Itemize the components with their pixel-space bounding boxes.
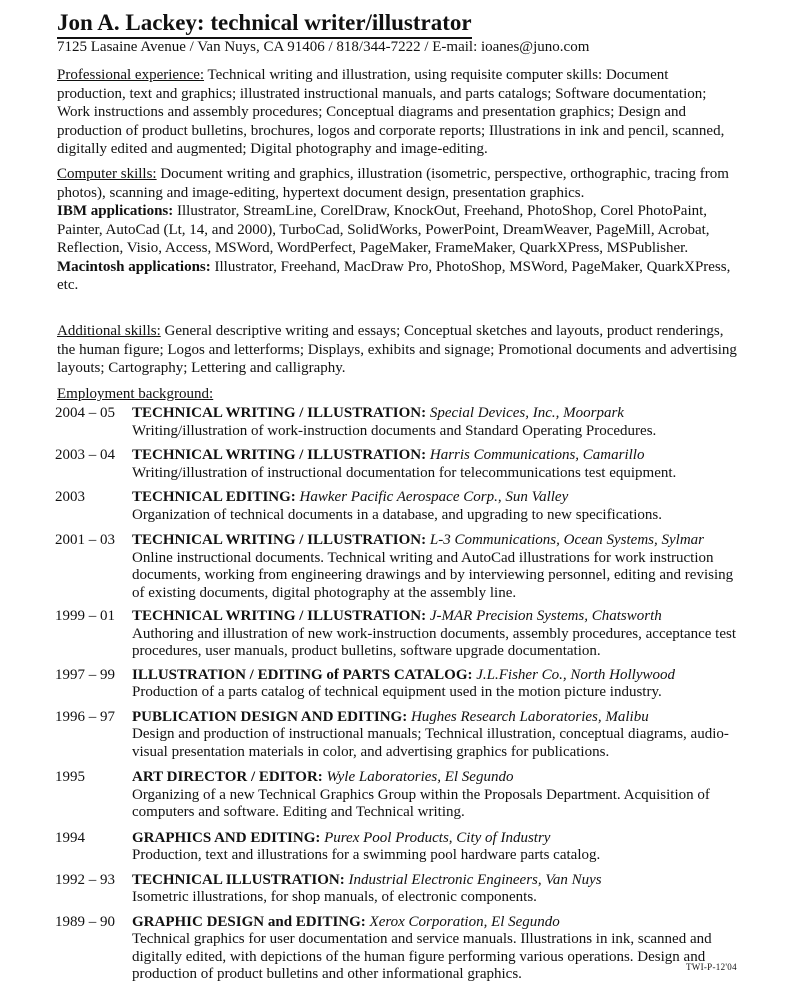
job-years: 2003 – 04 — [55, 447, 115, 463]
professional-heading: Professional experience: — [57, 67, 205, 83]
job-company: Hughes Research Laboratories, Malibu — [407, 708, 649, 725]
professional-section — [57, 66, 739, 159]
ibm-applications — [57, 202, 739, 258]
job-entry — [55, 769, 745, 822]
job-company: Hawker Pacific Aerospace Corp., Sun Valley — [295, 489, 569, 505]
additional-section — [57, 322, 739, 378]
job-years: 1997 – 99 — [55, 666, 115, 683]
job-description: Production of a parts catalog of technical equipment used in the motion picture industry. — [132, 684, 662, 700]
ibm-text: Illustrator, StreamLine, CorelDraw, KnockOut, Freehand, PhotoShop, Corel PhotoPaint, Painter, AutoCad (Lt, 14, and 2000), TurboCad, SolidWorks, PowerPoint, DreamWeaver, PageMill, Acrobat, Reflection, Visio, Access, MSWord, WordPerfect, PageMaker, FrameMaker, QuarkXPress, MSPublisher. — [57, 203, 710, 256]
job-title: TECHNICAL EDITING: — [132, 489, 296, 505]
job-company: Purex Pool Products, City of Industry — [320, 829, 551, 846]
job-description: Online instructional documents. Technical writing and AutoCad illustrations for work instruction documents, working from engineering drawings and by interviewing personnel, editing and revising of existing documents, digital photography at the assembly line. — [132, 549, 734, 601]
job-title: ILLUSTRATION / EDITING of PARTS CATALOG: — [132, 666, 473, 683]
job-entry — [55, 405, 745, 441]
job-years: 1996 – 97 — [55, 708, 115, 725]
computer-text: Document writing and graphics, illustration (isometric, perspective, orthographic, tracing from photos), scanning and image-editing, hypertext document design, presentation graphics. — [57, 166, 729, 201]
job-description: Production, text and illustrations for a swimming pool hardware parts catalog. — [132, 847, 601, 863]
job-company: Wyle Laboratories, El Segundo — [322, 769, 514, 785]
job-description: Technical graphics for user documentation and service manuals. Illustrations in ink, scanned and digitally edited, with depictions of the human figure performing various operations. Design and production of product bulletins and other informational graphics. — [132, 931, 712, 982]
job-description: Authoring and illustration of new work-instruction documents, assembly procedures, acceptance test procedures, user manuals, product bulletins, software upgrade documentation. — [132, 625, 736, 659]
ibm-label: IBM applications: — [57, 203, 174, 219]
employment-list — [55, 405, 745, 984]
additional-text: General descriptive writing and essays; Conceptual sketches and layouts, product renderings, the human figure; Logos and letterforms; Displays, exhibits and signage; Promotional documents and advertising layouts; Cartography; Lettering and calligraphy. — [57, 323, 737, 376]
job-title: PUBLICATION DESIGN AND EDITING: — [132, 708, 408, 725]
job-company: L-3 Communications, Ocean Systems, Sylmar — [426, 532, 704, 548]
job-entry — [55, 709, 745, 762]
professional-text: Technical writing and illustration, using requisite computer skills: Document production, text and graphics; illustrated instructional manuals, and parts catalogs; Software documentation; Work instructions and assembly procedures; Conceptual diagrams and presentation graphics; Design and production of product bulletins, brochures, logos and corporate reports; Illustrations in ink and pencil, scanned, digitally edited and augmented; Digital photography and image-editing. — [57, 67, 725, 157]
job-description: Organization of technical documents in a database, and upgrading to new specifications. — [132, 506, 662, 523]
mac-text: Illustrator, Freehand, MacDraw Pro, PhotoShop, MSWord, PageMaker, QuarkXPress, etc. — [57, 258, 731, 293]
job-company: J-MAR Precision Systems, Chatsworth — [426, 608, 662, 624]
job-title: TECHNICAL WRITING / ILLUSTRATION: — [132, 447, 427, 463]
name-title: Jon A. Lackey: technical writer/illustrator — [57, 10, 472, 39]
job-entry — [55, 447, 745, 483]
job-company: J.L.Fisher Co., North Hollywood — [472, 666, 676, 683]
job-entry — [55, 608, 745, 661]
job-entry — [55, 830, 745, 866]
job-company: Xerox Corporation, El Segundo — [365, 913, 560, 930]
document-code: TWI-P-12'04 — [686, 962, 737, 972]
job-years: 1999 – 01 — [55, 608, 115, 624]
computer-section — [57, 165, 739, 295]
job-description: Writing/illustration of instructional documentation for telecommunications test equipment. — [132, 464, 677, 481]
job-years: 2004 – 05 — [55, 405, 115, 421]
job-years: 2001 – 03 — [55, 532, 115, 548]
job-title: ART DIRECTOR / EDITOR: — [132, 769, 323, 785]
mac-applications — [57, 258, 739, 295]
job-description: Organizing of a new Technical Graphics Group within the Proposals Department. Acquisition of computers and software. Editing and Technical writing. — [132, 786, 710, 820]
job-description: Isometric illustrations, for shop manuals, of electronic components. — [132, 889, 537, 905]
job-description: Writing/illustration of work-instruction documents and Standard Operating Procedures. — [132, 422, 657, 439]
job-title: TECHNICAL WRITING / ILLUSTRATION: — [132, 532, 427, 548]
job-entry — [55, 667, 745, 703]
job-company: Industrial Electronic Engineers, Van Nuys — [344, 871, 602, 888]
job-company: Harris Communications, Camarillo — [426, 447, 645, 463]
computer-heading: Computer skills: — [57, 166, 157, 182]
job-entry — [55, 489, 745, 525]
job-title: TECHNICAL ILLUSTRATION: — [132, 871, 345, 888]
job-years: 1992 – 93 — [55, 871, 115, 888]
job-years: 1994 — [55, 829, 85, 846]
additional-heading: Additional skills: — [57, 323, 161, 339]
job-entry — [55, 532, 745, 602]
job-years: 2003 — [55, 489, 85, 505]
job-description: Design and production of instructional manuals; Technical illustration, conceptual diagrams, audio-visual presentation materials in color, and advertising graphics for publications. — [132, 726, 729, 760]
job-title: GRAPHICS AND EDITING: — [132, 829, 321, 846]
contact-address: 7125 Lasaine Avenue / Van Nuys, CA 91406 / 818/344-7222 / E-mail: ioanes@juno.com — [57, 39, 590, 55]
job-entry — [55, 872, 745, 908]
job-company: Special Devices, Inc., Moorpark — [426, 405, 624, 421]
job-title: GRAPHIC DESIGN and EDITING: — [132, 913, 366, 930]
job-entry — [55, 914, 745, 984]
employment-heading: Employment background: — [57, 386, 214, 402]
mac-label: Macintosh applications: — [57, 258, 211, 275]
job-title: TECHNICAL WRITING / ILLUSTRATION: — [132, 608, 427, 624]
job-years: 1989 – 90 — [55, 913, 115, 930]
job-title: TECHNICAL WRITING / ILLUSTRATION: — [132, 405, 427, 421]
job-years: 1995 — [55, 769, 85, 785]
